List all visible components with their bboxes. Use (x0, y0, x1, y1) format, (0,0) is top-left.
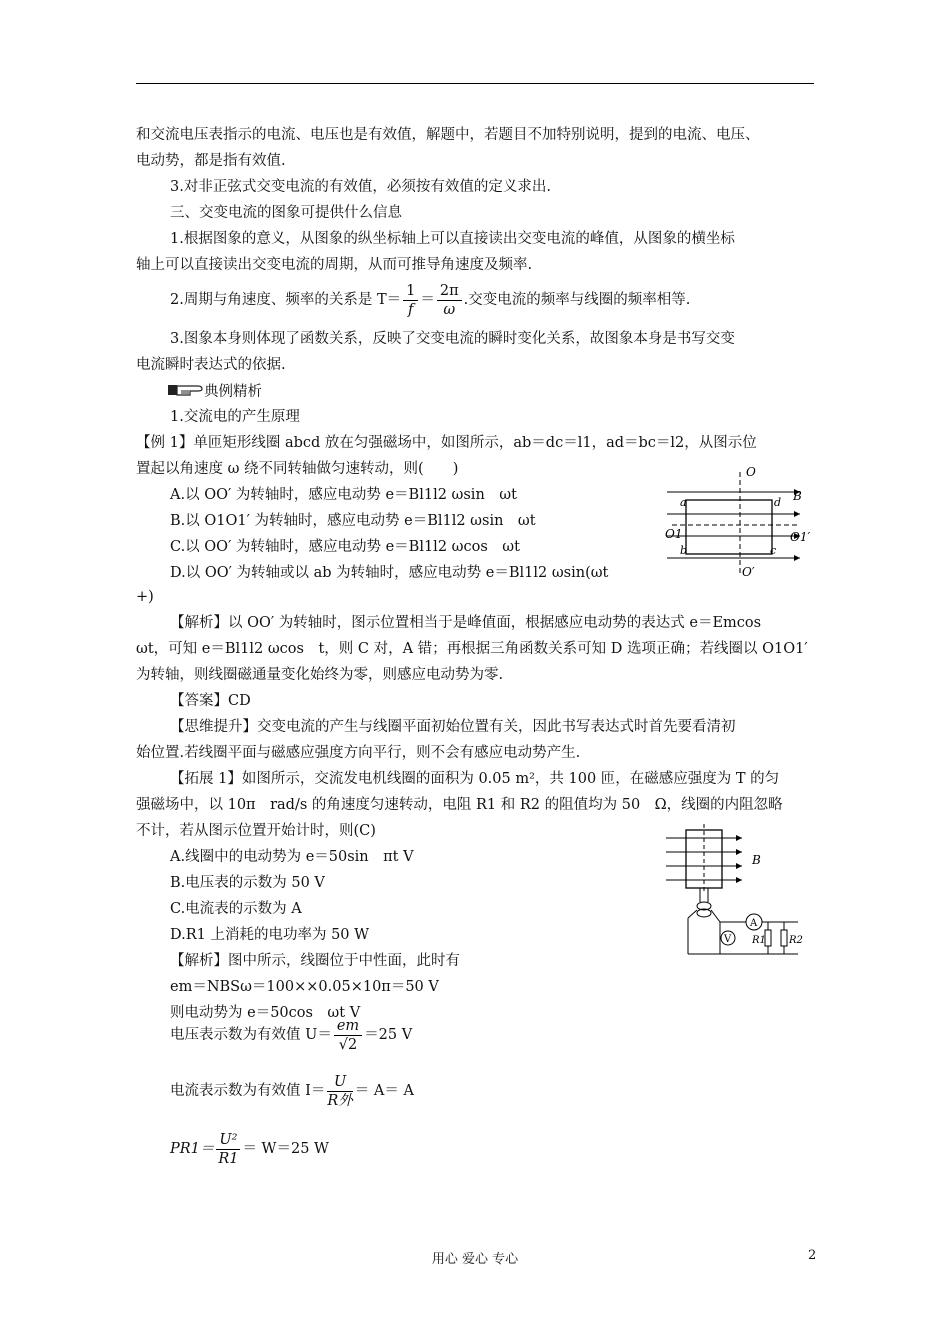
fraction-numerator: U² (216, 1131, 240, 1150)
text-line: +) (136, 589, 154, 605)
formula-text: ＝ A＝ A (354, 1083, 414, 1099)
example-heading-text: 典例精析 (204, 384, 262, 400)
page-number: 2 (808, 1248, 817, 1263)
option-c: C.电流表的示数为 A (170, 901, 302, 917)
formula-line-power (170, 1126, 329, 1172)
label-O-prime: O′ (742, 565, 755, 579)
label-B: B (793, 489, 802, 503)
label-c: c (770, 544, 777, 557)
formula-text: ＝ W＝25 W (242, 1141, 329, 1157)
option-d: D.R1 上消耗的电功率为 50 W (170, 927, 370, 943)
text-line: 3.对非正弦式交变电流的有效值，必须按有效值的定义求出. (170, 179, 551, 195)
text-line: 电流瞬时表达式的依据. (136, 357, 286, 373)
formula-line-period: 2.周期与角速度、频率的关系是 T＝ $\frac{1}{f}$ ＝ $\frac{2\pi}{\omega}$ .交变电流的频率与线圈的频率相等. (170, 282, 691, 318)
label-O1-prime: O1′ (790, 530, 811, 544)
text-line: 始位置.若线圈平面与磁感应强度方向平行，则不会有感应电动势产生. (136, 745, 581, 761)
coil-in-field-diagram (662, 462, 812, 580)
label-O: O (746, 465, 756, 479)
answer-line: 【答案】CD (170, 693, 251, 709)
analysis-line: 为转轴，则线圈磁通量变化始终为零，则感应电动势为零. (136, 667, 504, 683)
option-a: A.线圈中的电动势为 e＝50sin πt V (170, 849, 414, 865)
analysis-line: em＝NBSω＝100××0.05×10π＝50 V (170, 979, 439, 995)
coil-rectangle (686, 500, 772, 554)
analysis-line: ωt，可知 e＝Bl1l2 ωcos t，则 C 对，A 错；再根据三角函数关系可知 D 选项正确；若线圈以 O1O1′ (136, 641, 808, 657)
label-voltmeter: V (724, 934, 732, 945)
text-line: 【思维提升】交变电流的产生与线圈平面初始位置有关，因此书写表达式时首先要看清初 (170, 719, 736, 735)
header-rule (136, 83, 814, 84)
fraction-numerator: 1 (403, 282, 418, 301)
fraction-2pi-over-omega (437, 282, 462, 319)
option-b: B.以 O1O1′ 为转轴时，感应电动势 e＝Bl1l2 ωsin ωt (170, 513, 536, 529)
label-r1: R1 (752, 935, 766, 946)
fraction-denominator: R外 (327, 1092, 353, 1109)
analysis-line: 【解析】以 OO′ 为转轴时，图示位置相当于是峰值面，根据感应电动势的表达式 e＝Emcos (170, 615, 762, 631)
formula-text: 电压表示数为有效值 U＝ (170, 1027, 332, 1043)
page-footer: 用心 爱心 专心 (431, 1252, 519, 1267)
text-line: 【例 1】单匝矩形线圈 abcd 放在匀强磁场中，如图所示，ab＝dc＝l1，ad＝bc＝l2，从图示位 (136, 435, 757, 451)
text-line: 不计，若从图示位置开始计时，则(C) (136, 823, 376, 839)
formula-line-voltage (170, 1012, 412, 1058)
text-line: 置起以角速度 ω 绕不同转轴做匀速转动，则( ) (136, 461, 459, 477)
text-line: 3.图象本身则体现了函数关系，反映了交变电流的瞬时变化关系，故图象本身是书写交变 (170, 331, 735, 347)
text-line: 强磁场中，以 10π rad/s 的角速度匀速转动，电阻 R1 和 R2 的阻值均为 50 Ω，线圈的内阻忽略 (136, 797, 783, 813)
analysis-line: 则电动势为 e＝50cos ωt V (170, 1005, 361, 1021)
formula-text: PR1＝ (170, 1141, 215, 1157)
option-b: B.电压表的示数为 50 V (170, 875, 325, 891)
section-heading: 三、交变电流的图象可提供什么信息 (170, 205, 402, 221)
text-line: 【拓展 1】如图所示，交流发电机线圈的面积为 0.05 m²，共 100 匝，在磁感应强度为 T 的匀 (170, 771, 780, 787)
option-a: A.以 OO′ 为转轴时，感应电动势 e＝Bl1l2 ωsin ωt (170, 487, 517, 503)
formula-line-current (170, 1068, 414, 1114)
fraction-denominator: ω (443, 301, 456, 318)
brush (688, 910, 697, 918)
text-line: 1.交流电的产生原理 (170, 409, 300, 425)
fraction-power (216, 1131, 240, 1168)
label-r2: R2 (789, 935, 803, 946)
label-B: B (752, 853, 761, 867)
label-a: a (680, 496, 687, 509)
formula-text: 电流表示数为有效值 I＝ (170, 1083, 326, 1099)
fraction-denominator: f (408, 301, 414, 318)
fraction-numerator: U (327, 1073, 352, 1092)
label-O1: O1 (665, 527, 683, 541)
fraction-denominator: √2 (338, 1036, 358, 1053)
fraction-numerator: 2π (437, 282, 462, 301)
fraction-denominator: R1 (218, 1150, 239, 1167)
resistor-r2 (781, 930, 787, 946)
fraction-current (327, 1073, 352, 1110)
brush (711, 910, 720, 922)
fraction-voltage (334, 1017, 362, 1054)
label-ammeter: A (750, 918, 758, 929)
example-section-heading (168, 382, 262, 401)
analysis-line: 【解析】图中所示，线圈位于中性面，此时有 (170, 953, 460, 969)
formula-text: 2.周期与角速度、频率的关系是 T＝ (170, 292, 402, 308)
option-d: D.以 OO′ 为转轴或以 ab 为转轴时，感应电动势 e＝Bl1l2 ωsin(ωt (170, 565, 609, 581)
pointing-hand-icon (168, 382, 204, 398)
option-c: C.以 OO′ 为转轴时，感应电动势 e＝Bl1l2 ωcos ωt (170, 539, 520, 555)
text-line: 电动势，都是指有效值. (136, 153, 286, 169)
formula-text: .交变电流的频率与线圈的频率相等. (463, 292, 691, 308)
text-line: 轴上可以直接读出交变电流的周期，从而可推导角速度及频率. (136, 257, 533, 273)
text-line: 1.根据图象的意义，从图象的纵坐标轴上可以直接读出交变电流的峰值，从图象的横坐标 (170, 231, 735, 247)
formula-text: ＝25 V (364, 1027, 413, 1043)
generator-circuit-diagram (662, 822, 812, 962)
fraction-1-over-f (403, 282, 418, 319)
fraction-numerator: em (334, 1017, 362, 1036)
text-line: 和交流电压表指示的电流、电压也是有效值，解题中，若题目不加特别说明，提到的电流、电压、 (136, 127, 760, 143)
label-b: b (680, 544, 688, 557)
label-d: d (774, 496, 782, 509)
